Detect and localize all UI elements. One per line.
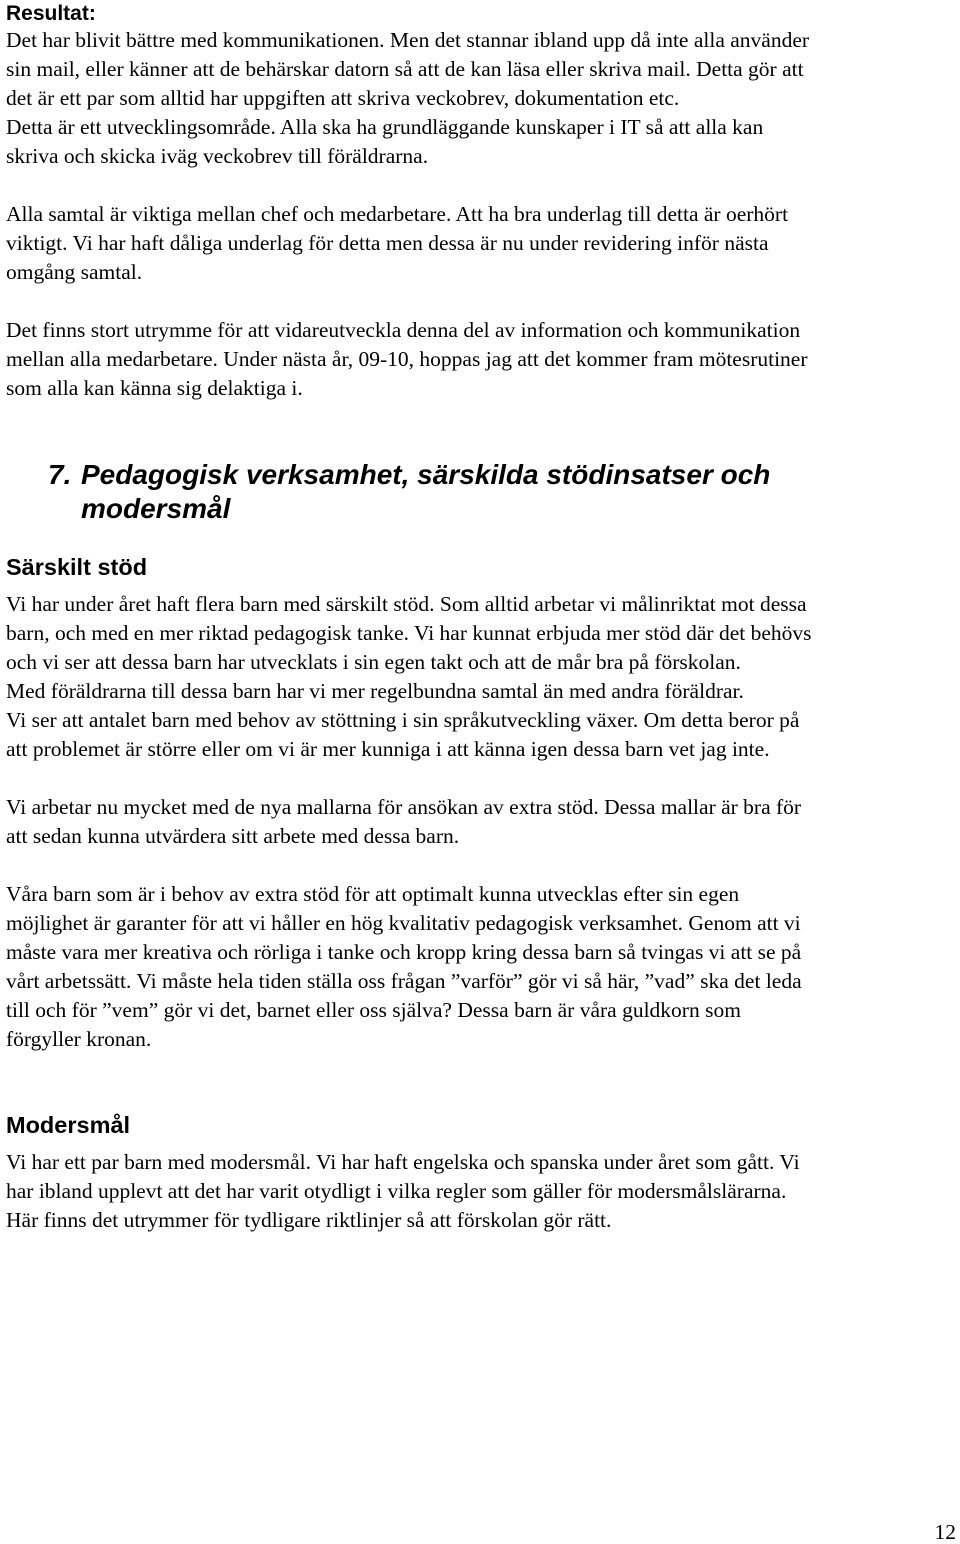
- page-number: 12: [934, 1520, 956, 1544]
- text-line: Här finns det utrymmer för tydligare riktlinjer så att förskolan gör rätt.: [6, 1208, 612, 1232]
- special-support-paragraph-1: [6, 590, 812, 764]
- result-paragraph-3: [6, 316, 808, 403]
- result-paragraph-2: [6, 200, 788, 287]
- special-support-paragraph-3: [6, 880, 802, 1054]
- chapter-title-line: modersmål: [81, 493, 231, 524]
- text-line: Vi arbetar nu mycket med de nya mallarna för ansökan av extra stöd. Dessa mallar är bra för: [6, 795, 802, 819]
- text-line: mellan alla medarbetare. Under nästa år, 09-10, hoppas jag att det kommer fram mötesrutiner: [6, 347, 808, 371]
- text-line: skriva och skicka iväg veckobrev till föräldrarna.: [6, 144, 429, 168]
- text-line: vårt arbetssätt. Vi måste hela tiden ställa oss frågan ”varför” gör vi så här, ”vad” ska det leda: [6, 969, 802, 993]
- result-paragraph-1: [6, 26, 809, 171]
- text-line: omgång samtal.: [6, 260, 143, 284]
- text-line: sin mail, eller känner att de behärskar datorn så att de kan läsa eller skriva mail. Detta gör att: [6, 57, 804, 81]
- text-line: möjlighet är garanter för att vi håller en hög kvalitativ pedagogisk verksamhet. Genom att vi: [6, 911, 801, 935]
- text-line: har ibland upplevt att det har varit otydligt i vilka regler som gäller för modersmålslärarna.: [6, 1179, 787, 1203]
- text-line: Det har blivit bättre med kommunikationen. Men det stannar ibland upp då inte alla använder: [6, 28, 810, 52]
- text-line: förgyller kronan.: [6, 1027, 152, 1051]
- chapter-heading: [48, 458, 770, 526]
- text-line: till och för ”vem” gör vi det, barnet eller oss själva? Dessa barn är våra guldkorn som: [6, 998, 741, 1022]
- text-line: Vi har ett par barn med modersmål. Vi har haft engelska och spanska under året som gått. Vi: [6, 1150, 800, 1174]
- document-page: [6, 0, 956, 1543]
- special-support-heading: Särskilt stöd: [6, 554, 148, 580]
- text-line: barn, och med en mer riktad pedagogisk tanke. Vi har kunnat erbjuda mer stöd där det behövs: [6, 621, 812, 645]
- text-line: och vi ser att dessa barn har utvecklats i sin egen takt och att de mår bra på förskolan.: [6, 650, 741, 674]
- text-line: som alla kan känna sig delaktiga i.: [6, 376, 303, 400]
- text-line: Våra barn som är i behov av extra stöd för att optimalt kunna utvecklas efter sin egen: [6, 882, 740, 906]
- mother-tongue-heading: Modersmål: [6, 1112, 131, 1138]
- text-line: att sedan kunna utvärdera sitt arbete med dessa barn.: [6, 824, 460, 848]
- text-line: Med föräldrarna till dessa barn har vi mer regelbundna samtal än med andra föräldrar.: [6, 679, 744, 703]
- text-line: måste vara mer kreativa och rörliga i tanke och kropp kring dessa barn så tvingas vi att se på: [6, 940, 802, 964]
- result-label: Resultat:: [6, 2, 96, 25]
- chapter-number: 7.: [48, 459, 72, 490]
- text-line: Vi har under året haft flera barn med särskilt stöd. Som alltid arbetar vi målinriktat mot dessa: [6, 592, 807, 616]
- mother-tongue-paragraph-1: [6, 1148, 800, 1235]
- text-line: det är ett par som alltid har uppgiften att skriva veckobrev, dokumentation etc.: [6, 86, 680, 110]
- text-line: viktigt. Vi har haft dåliga underlag för detta men dessa är nu under revidering inför nästa: [6, 231, 769, 255]
- text-line: att problemet är större eller om vi är mer kunniga i att känna igen dessa barn vet jag inte.: [6, 737, 770, 761]
- special-support-paragraph-2: [6, 793, 801, 851]
- text-line: Detta är ett utvecklingsområde. Alla ska ha grundläggande kunskaper i IT så att alla kan: [6, 115, 764, 139]
- chapter-title-line: Pedagogisk verksamhet, särskilda stödinsatser och: [81, 459, 771, 490]
- text-line: Alla samtal är viktiga mellan chef och medarbetare. Att ha bra underlag till detta är oerhört: [6, 202, 789, 226]
- text-line: Vi ser att antalet barn med behov av stöttning i sin språkutveckling växer. Om detta beror på: [6, 708, 800, 732]
- text-line: Det finns stort utrymme för att vidareutveckla denna del av information och kommunikation: [6, 318, 801, 342]
